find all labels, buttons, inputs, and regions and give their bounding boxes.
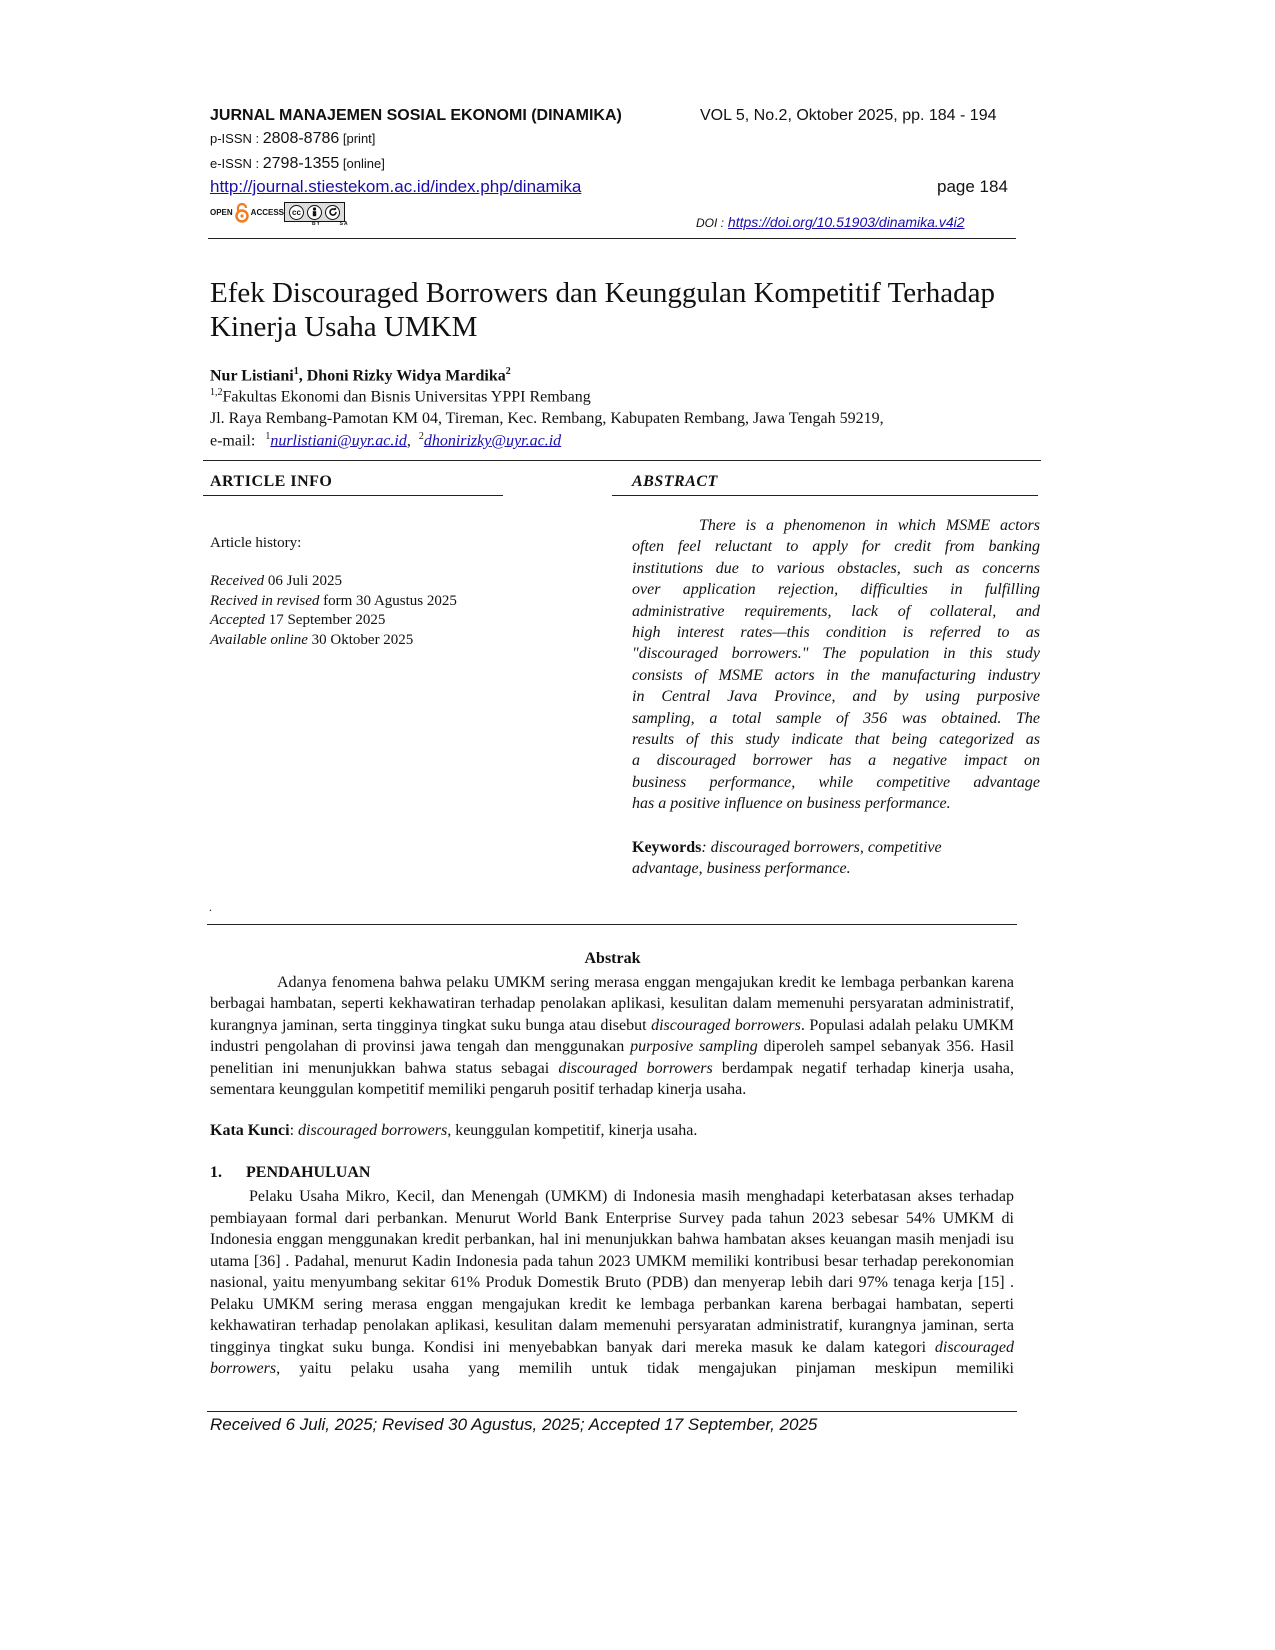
keywords-values-cont: advantage, business performance. [632,860,851,878]
abstract-heading: ABSTRACT [632,473,718,490]
journal-url-link[interactable]: http://journal.stiestekom.ac.id/index.php/dinamika [210,177,582,196]
email-1-link[interactable]: nurlistiani@uyr.ac.id [270,432,407,450]
eissn-label: e-ISSN : [210,156,260,171]
page-number: page 184 [937,177,1008,196]
abstract-line: in Central Java Province, and by using purposive [632,688,1040,706]
author-2-sup: 2 [505,366,511,377]
abstrak-text [210,972,1014,1100]
pissn-label: p-ISSN : [210,131,260,146]
article-info-divider [203,495,503,496]
authors [210,366,511,385]
footer-dates: Received 6 Juli, 2025; Revised 30 Agustus, 2025; Accepted 17 September, 2025 [210,1415,818,1434]
abstrak-part3: diperoleh sampel sebanyak 356. Hasil penelitian ini menunjukkan bahwa status sebagai [210,1038,1015,1077]
email-1-sup: 1 [265,431,271,442]
open-label: OPEN [210,207,233,217]
section-title: PENDAHULUAN [246,1164,371,1181]
article-title [210,276,995,344]
header-divider [208,238,1016,239]
abstract-line: institutions due to various obstacles, such as concerns [632,559,1040,577]
article-history-dates [210,572,457,650]
online-value: 30 Oktober 2025 [307,631,414,648]
abstract-line: often feel reluctant to apply for credit from banking [632,538,1040,556]
address: Jl. Raya Rembang-Pamotan KM 04, Tireman, Kec. Rembang, Kabupaten Rembang, Jawa Tengah 59219, [210,410,884,427]
abstract-line: results of this study indicate that being categorized as [632,731,1040,749]
author-separator: , [298,367,307,385]
revised-value: form 30 Agustus 2025 [319,592,457,609]
abstract-line: business performance, while competitive advantage [632,773,1040,791]
eissn-line [210,155,385,173]
kata-kunci-label: Kata Kunci [210,1122,290,1139]
abstract-line: high interest rates—this condition is referred to as [632,624,1040,642]
keywords-line2 [632,858,1040,879]
email-separator: , [406,432,411,450]
keywords-line1 [632,837,1040,858]
section-number: 1. [210,1164,222,1181]
intro-part-a: Pelaku Usaha Mikro, Kecil, dan Menengah (UMKM) di Indonesia masih menghadapi keterbatasan akses terhadap pembiayaan formal dari perbankan. Menurut World Bank Enterprise Survey pada tahun 2023 sebesar 54% UMKM di Indonesia enggan menggunakan kredit perbankan, hal ini menunjukkan bahwa hambatan akses keuangan masih menjadi isu utama [36] . Padahal, menurut Kadin Indonesia pada tahun 2023 UMKM memiliki kontribusi besar terhadap perekonomian nasional, yaitu menyumbang sekitar 61% Produk Domestik Bruto (PDB) dan menyerap lebih dari 97% tenaga kerja [15] . Pelaku UMKM sering merasa enggan mengajukan kredit ke lembaga perbankan karena berbagai hambatan, seperti kekhawatiran terhadap penolakan aplikasi, kesulitan dalam memenuhi persyaratan administratif, kurangnya jaminan, serta tingginya tingkat suku bunga. Kondisi ini menyebabkan banyak dari mereka masuk ke dalam kategori [210,1188,1014,1356]
keywords-values: : discouraged borrowers, competitive [701,839,942,856]
doi-label: DOI : [696,216,725,230]
author-1-sup: 1 [293,366,299,377]
revised-label: Recived in revised [210,592,320,609]
abstrak-part4: berdampak negatif terhadap kinerja usaha, sementara keunggulan kompetitif memiliki pengaruh positif terhadap kinerja usaha. [210,1059,1015,1099]
intro-text [210,1186,1014,1380]
accepted-label: Accepted [210,612,265,628]
received-date [210,572,457,592]
volume-info: VOL 5, No.2, Oktober 2025, pp. 184 - 194 [700,107,997,124]
affiliation-text: Fakultas Ekonomi dan Bisnis Universitas YPPI Rembang [222,388,591,406]
abstract-bottom-divider [207,924,1017,925]
email-line [210,431,561,450]
keywords [632,837,1040,880]
received-label: Received [210,573,265,589]
abstract-line: administrative requirements, lack of collateral, and [632,602,1040,620]
affiliation [210,387,591,406]
kata-kunci-sep: : [289,1122,299,1139]
revised-date [210,592,457,612]
received-value: 06 Juli 2025 [264,573,343,589]
by-attribution-icon [307,205,322,220]
open-access-badge [210,203,284,221]
article-title-line1: Efek Discouraged Borrowers dan Keunggulan Kompetitif Terhadap [210,277,996,309]
intro-italic2: borrowers [210,1360,277,1377]
access-label: ACCESS [250,207,285,217]
pissn-number: 2808-8786 [262,130,340,147]
author-2: Dhoni Rizky Widya Mardika [306,367,506,385]
abstrak-part2: . Populasi adalah pelaku UMKM industri pengolahan di provinsi jawa tengah dan menggunakan [210,1016,1015,1056]
article-title-line2: Kinerja Usaha UMKM [210,311,478,343]
abstract-line: sampling, a total sample of 356 was obtained. The [632,709,1040,727]
cc-license-badge[interactable] [284,202,345,222]
online-label: Available online [210,631,308,648]
open-access-lock-icon [235,203,249,221]
doi-line [696,214,965,230]
abstract-divider [612,495,1038,496]
eissn-number: 2798-1355 [262,155,340,172]
cc-sa-label: SA [339,221,349,227]
cc-labels [312,221,349,227]
abstract-line: a discouraged borrower has a negative impact on [632,752,1040,770]
abstract-line: has a positive influence on business performance. [632,795,951,813]
abstract-line: over application rejection, difficulties in fulfilling [632,581,1040,599]
cc-by-label: BY [312,221,321,227]
author-1: Nur Listiani [210,367,294,385]
article-history-label: Article history: [210,535,302,551]
abstract-line: There is a phenomenon in which MSME actors [699,517,1040,534]
section-heading [210,1164,370,1182]
keywords-label: Keywords [632,839,702,856]
abstract-line: "discouraged borrowers." The population in this study [632,645,1040,663]
kata-kunci-italic: discouraged borrowers, [298,1122,452,1139]
pissn-line [210,130,375,148]
pissn-note: [print] [342,131,376,146]
accepted-date [210,611,457,631]
kata-kunci [210,1122,697,1140]
email-label: e-mail: [210,432,256,450]
affiliation-sup: 1,2 [210,387,223,398]
kata-kunci-rest: keunggulan kompetitif, kinerja usaha. [451,1122,698,1139]
accepted-value: 17 September 2025 [264,612,386,628]
intro-italic1: discouraged [934,1338,1014,1356]
journal-name: JURNAL MANAJEMEN SOSIAL EKONOMI (DINAMIKA) [210,107,622,124]
email-2-link[interactable]: dhonirizky@uyr.ac.id [423,432,562,450]
abstrak-italic2: purposive sampling [630,1038,758,1056]
eissn-note: [online] [342,156,385,171]
abstract-text [632,515,1040,815]
footer-divider [207,1411,1017,1412]
abstrak-italic3: discouraged borrowers [558,1059,713,1077]
abstract-line: consists of MSME actors in the manufacturing industry [632,666,1040,684]
authors-divider [203,460,1041,461]
intro-part-b: , yaitu pelaku usaha yang memilih untuk tidak mengajukan pinjaman meskipun memiliki [276,1360,1014,1377]
abstrak-italic1: discouraged borrowers [651,1016,801,1034]
share-alike-icon [325,205,340,220]
doi-link[interactable]: https://doi.org/10.51903/dinamika.v4i2 [727,214,965,230]
abstrak-part1: Adanya fenomena bahwa pelaku UMKM sering merasa enggan mengajukan kredit ke lembaga perbankan karena berbagai hambatan, seperti kekhawatiran terhadap penolakan aplikasi, kesulitan dalam memenuhi persyaratan administratif, kurangnya jaminan, serta tingginya tingkat suku bunga atau disebut [210,974,1014,1034]
abstrak-heading: Abstrak [584,950,641,967]
online-date [210,631,457,651]
cc-icon: cc [289,205,304,220]
article-info-heading: ARTICLE INFO [210,473,333,490]
stray-dot: . [209,900,212,914]
email-2-sup: 2 [418,431,424,442]
